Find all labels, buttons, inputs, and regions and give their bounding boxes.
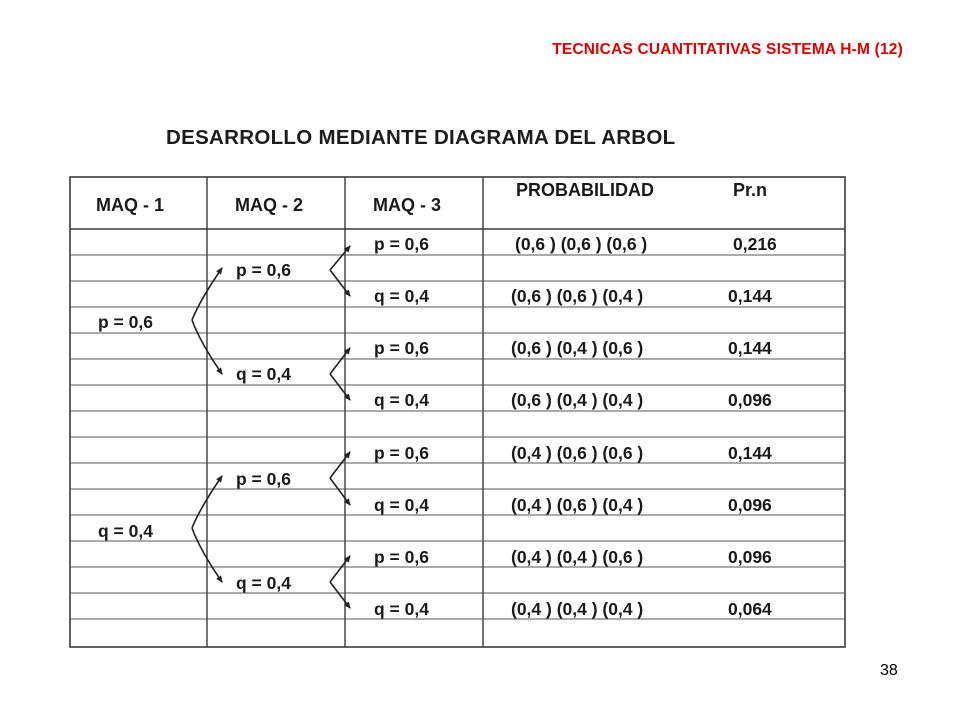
branch-arrow [330,246,350,270]
maq3-label: p = 0,6 [374,234,429,254]
maq3-label: q = 0,4 [374,599,429,619]
column-header-maq1: MAQ - 1 [96,195,165,215]
branch-arrow [330,556,350,582]
probability-value: 0,096 [728,390,772,410]
branch-arrow [330,348,350,374]
probability-value: 0,144 [728,338,772,358]
document-heading: DESARROLLO MEDIANTE DIAGRAMA DEL ARBOL [166,126,676,149]
branch-arrow [330,478,350,505]
probability-product: (0,4 ) (0,6 ) (0,4 ) [511,495,644,515]
header-title: TECNICAS CUANTITATIVAS SISTEMA H-M (12) [552,41,903,58]
probability-value: 0,144 [728,443,772,463]
table-border [70,177,845,647]
probability-product: (0,4 ) (0,6 ) (0,6 ) [511,443,644,463]
maq3-label: p = 0,6 [374,547,429,567]
probability-product: (0,6 ) (0,4 ) (0,6 ) [511,338,644,358]
branch-arrow [330,582,350,608]
probability-value: 0,216 [733,234,777,254]
probability-value: 0,096 [728,547,772,567]
branch-arrow [330,452,350,478]
maq2-label: p = 0,6 [236,260,291,280]
probability-value: 0,144 [728,286,772,306]
maq1-label: q = 0,4 [98,521,153,541]
probability-product: (0,6 ) (0,6 ) (0,4 ) [511,286,644,306]
column-header-maq3: MAQ - 3 [373,195,442,215]
probability-product: (0,4 ) (0,4 ) (0,4 ) [511,599,644,619]
branch-arrow [330,374,350,400]
probability-value: 0,064 [728,599,772,619]
maq1-label: p = 0,6 [98,312,153,332]
column-header-maq2: MAQ - 2 [235,195,304,215]
probability-product: (0,6 ) (0,4 ) (0,4 ) [511,390,644,410]
column-header-prn: Pr.n [733,180,768,200]
maq2-label: p = 0,6 [236,469,291,489]
maq2-label: q = 0,4 [236,573,291,593]
tree-branches-level2 [330,246,350,608]
maq3-label: q = 0,4 [374,286,429,306]
page-number: 38 [880,662,898,679]
column-header-probabilidad: PROBABILIDAD [516,180,654,200]
maq2-label: q = 0,4 [236,364,291,384]
probability-product: (0,4 ) (0,4 ) (0,6 ) [511,547,644,567]
probability-product: (0,6 ) (0,6 ) (0,6 ) [515,234,648,254]
maq3-label: p = 0,6 [374,443,429,463]
probability-value: 0,096 [728,495,772,515]
branch-arrow [330,270,350,296]
maq3-label: q = 0,4 [374,495,429,515]
maq3-label: q = 0,4 [374,390,429,410]
maq3-label: p = 0,6 [374,338,429,358]
